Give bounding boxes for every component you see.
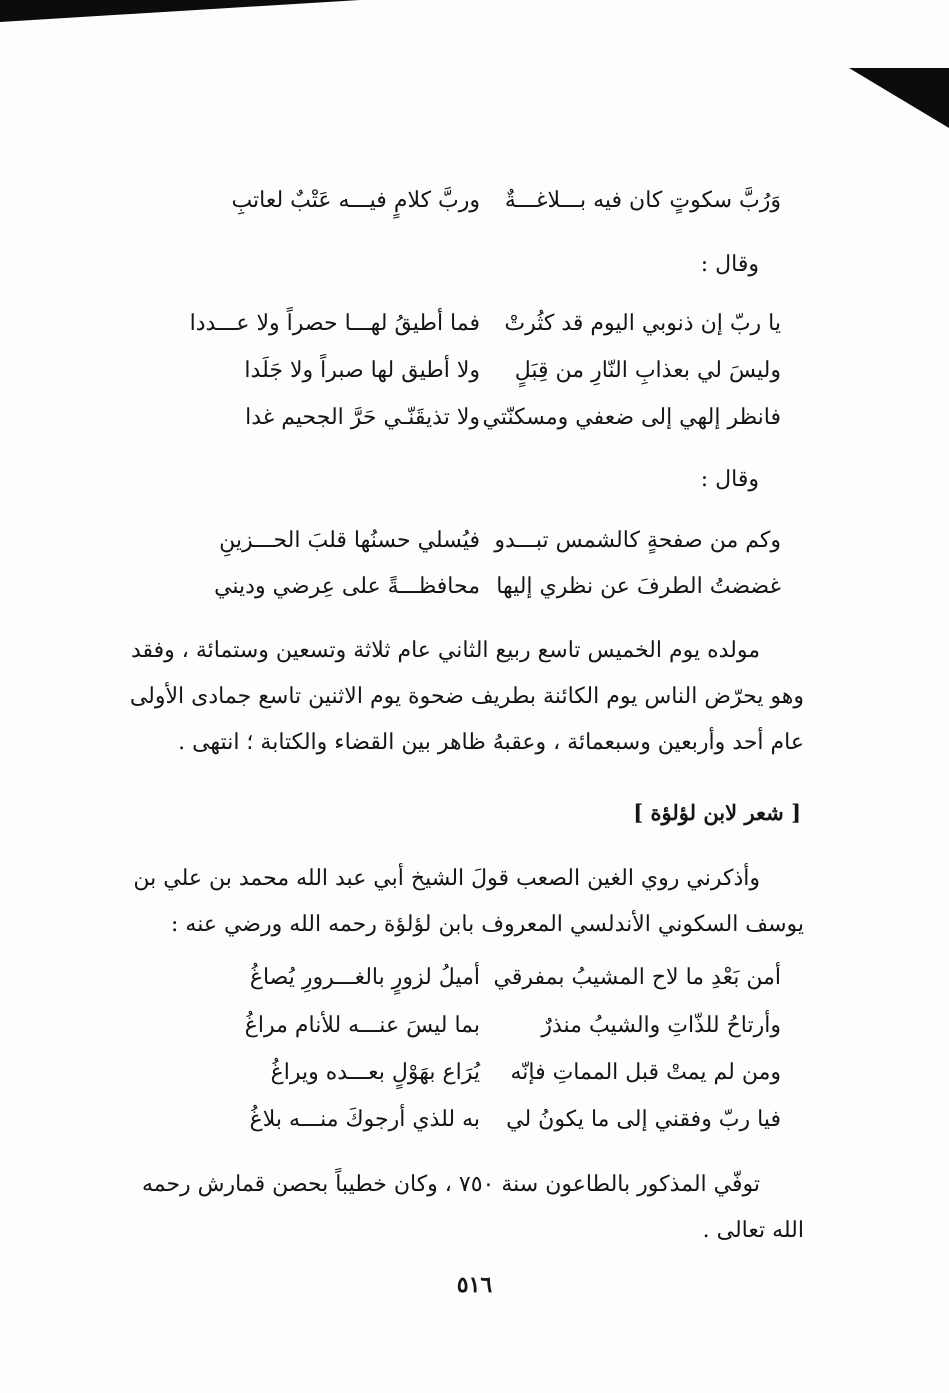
verse-second-hemistich: فما أطيقُ لهـــا حصراً ولا عـــددا	[189, 311, 480, 336]
section-heading: [ شعر لابن لؤلؤة ]	[633, 800, 801, 825]
page-number: ٥١٦	[456, 1272, 493, 1298]
verse-second-hemistich: ولا أطيق لها صبراً ولا جَلَدا	[244, 358, 480, 383]
verse-second-hemistich: وربَّ كلامٍ فيـــه عَتْبٌ لعاتبِ	[231, 188, 480, 213]
verse-second-hemistich: فيُسلي حسنُها قلبَ الحـــزينِ	[219, 528, 480, 553]
verse-second-hemistich: يُرَاع بهَوْلٍ بعـــده ويراغُ	[270, 1060, 480, 1085]
verse-first-hemistich: أمن بَعْدِ ما لاح المشيبُ بمفرقي	[493, 965, 781, 990]
verse-second-hemistich: أميلُ لزورٍ بالغـــرورِ يُصاغُ	[249, 965, 480, 990]
verse-first-hemistich: يا ربّ إن ذنوبي اليوم قد كثُرتْ	[504, 311, 781, 336]
prose-line: وأذكرني روي الغين الصعب قولَ الشيخ أبي عبد الله محمد بن علي بن	[133, 866, 760, 891]
verse-second-hemistich: بما ليسَ عنـــه للأنام مراغُ	[244, 1013, 480, 1038]
prose-line: مولده يوم الخميس تاسع ربيع الثاني عام ثلاثة وتسعين وستمائة ، وفقد	[130, 638, 760, 663]
verse-first-hemistich: غضضتُ الطرفَ عن نظري إليها	[496, 574, 781, 599]
verse-first-hemistich: وَرُبَّ سكوتٍ كان فيه بـــلاغـــةٌ	[504, 188, 781, 213]
prose-line: الله تعالى .	[702, 1218, 804, 1243]
verse-first-hemistich: وكم من صفحةٍ كالشمس تبـــدو	[494, 528, 781, 553]
verse-first-hemistich: فانظر إلهي إلى ضعفي ومسكنّتي	[482, 405, 781, 430]
prose-line: توفّي المذكور بالطاعون سنة ٧٥٠ ، وكان خطيباً بحصن قمارش رحمه	[141, 1172, 760, 1197]
verse-first-hemistich: فيا ربّ وفقني إلى ما يكونُ لي	[506, 1107, 781, 1132]
prose-line: عام أحد وأربعين وسبعمائة ، وعقبهُ ظاهر بين القضاء والكتابة ؛ انتهى .	[178, 730, 804, 755]
verse-second-hemistich: به للذي أرجوكَ منـــه بلاغُ	[249, 1107, 480, 1132]
prose-line: وهو يحرّض الناس يوم الكائنة بطريف ضحوة يوم الاثنين تاسع جمادى الأولى	[129, 684, 804, 709]
scan-edge-shadow-right	[849, 68, 949, 128]
verse-first-hemistich: ومن لم يمتْ قبل المماتِ فإنّه	[510, 1060, 781, 1085]
verse-second-hemistich: ولا تذيقَنّـي حَرَّ الجحيم غدا	[245, 405, 480, 430]
verse-second-hemistich: محافظـــةً على عِرضي وديني	[214, 574, 480, 599]
prose-line: يوسف السكوني الأندلسي المعروف بابن لؤلؤة رحمه الله ورضي عنه :	[171, 912, 804, 937]
scan-edge-shadow-top	[0, 0, 360, 22]
section-label-qala: وقال :	[700, 252, 759, 277]
verse-first-hemistich: وأرتاحُ للذّاتِ والشيبُ منذرٌ	[541, 1013, 781, 1038]
section-label-qala: وقال :	[700, 467, 759, 492]
verse-first-hemistich: وليسَ لي بعذابِ النّارِ من قِبَلٍ	[514, 358, 781, 383]
